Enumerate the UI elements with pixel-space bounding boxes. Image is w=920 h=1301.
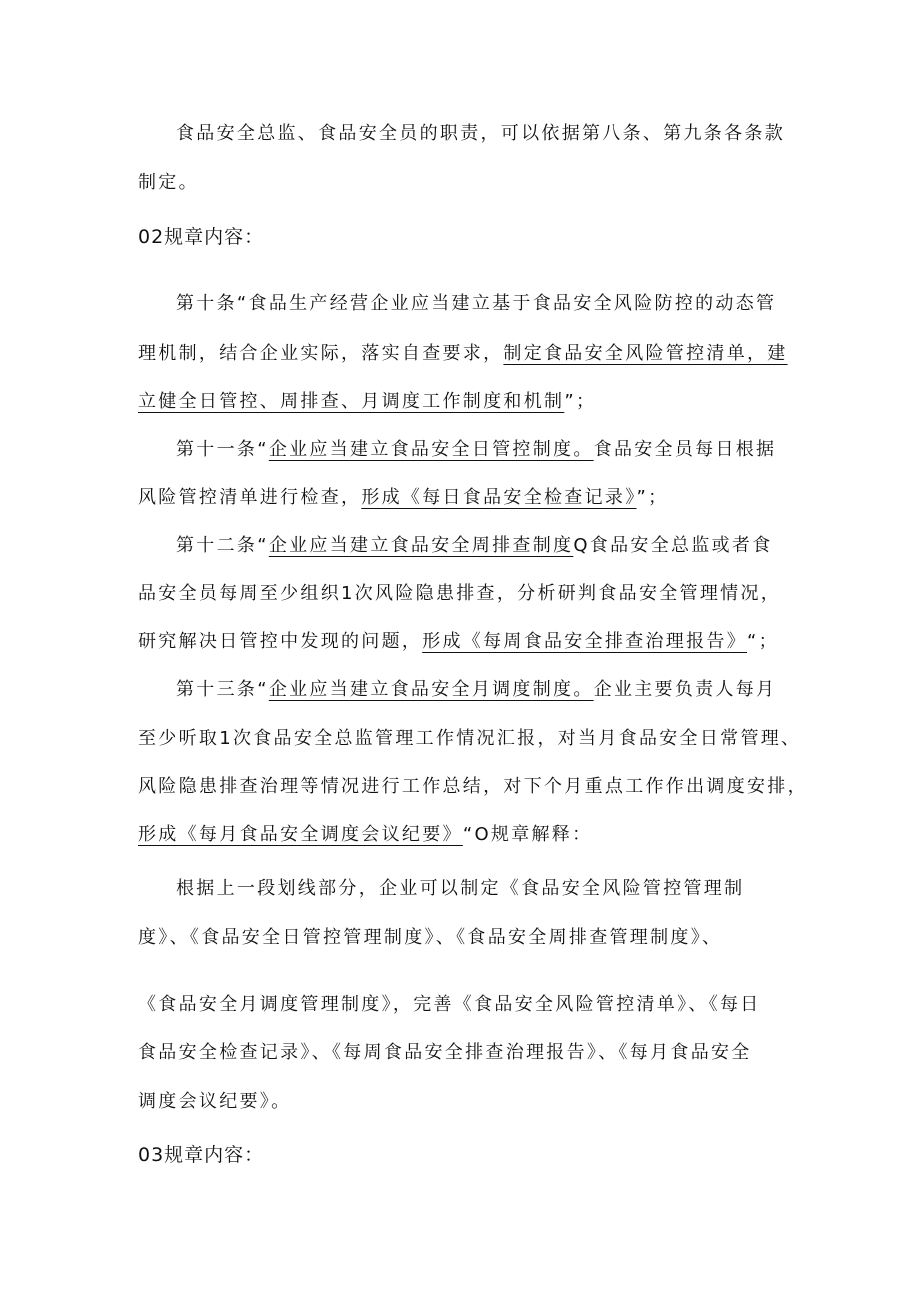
article-10-line-1: 第十条“食品生产经营企业应当建立基于食品安全风险防控的动态管 xyxy=(176,293,777,314)
article-13-text: “O规章解释： xyxy=(462,824,593,845)
article-13-line-1 xyxy=(176,677,776,703)
article-10-line-3 xyxy=(138,389,596,415)
explanation-line-2: 度》、《食品安全日管控管理制度》、《食品安全周排查管理制度》、 xyxy=(138,927,723,948)
article-12-text: “； xyxy=(747,631,779,652)
article-10-line-2 xyxy=(138,341,788,367)
article-11-text: 第十一条“ xyxy=(176,439,269,460)
article-12-line-3 xyxy=(138,629,779,655)
article-11-text: ”； xyxy=(636,487,669,508)
article-12-underlined: 形成《每周食品安全排查治理报告》 xyxy=(422,631,748,652)
article-11-underlined: 形成《每日食品安全检查记录》 xyxy=(361,487,637,508)
explanation-line-5: 调度会议纪要》。 xyxy=(138,1091,292,1112)
article-10-underlined: 立健全日管控、周排查、月调度工作制度和机制 xyxy=(138,391,565,412)
article-10-text: 理机制，结合企业实际，落实自查要求， xyxy=(138,343,504,364)
article-13-line-4 xyxy=(138,822,592,848)
section-heading-02: 02规章内容： xyxy=(138,226,265,248)
explanation-line-3: 《食品安全月调度管理制度》，完善《食品安全风险管控清单》、《每日 xyxy=(138,994,761,1015)
article-13-line-2: 至少听取1次食品安全总监管理工作情况汇报，对当月食品安全日常管理、 xyxy=(138,728,802,749)
article-12-line-1 xyxy=(176,533,773,559)
intro-line-1: 食品安全总监、食品安全员的职责，可以依据第八条、第九条各条款 xyxy=(176,123,785,144)
article-10-text: ”； xyxy=(564,391,597,412)
article-11-text: 食品安全员每日根据 xyxy=(593,439,777,460)
article-11-line-2 xyxy=(138,485,668,511)
explanation-line-4: 食品安全检查记录》、《每周食品安全排查治理报告》、《每月食品安全 xyxy=(138,1042,752,1063)
article-11-line-1 xyxy=(176,437,776,463)
article-12-text: 研究解决日管控中发现的问题， xyxy=(138,631,423,652)
article-13-text: 第十三条“ xyxy=(176,679,269,700)
article-12-text: 第十二条“ xyxy=(176,535,269,556)
article-13-underlined: 企业应当建立食品安全月调度制度。 xyxy=(268,679,594,700)
article-13-text: 企业主要负责人每月 xyxy=(593,679,777,700)
article-10-underlined: 制定食品安全风险管控清单，建 xyxy=(503,343,788,364)
article-11-underlined: 企业应当建立食品安全日管控制度。 xyxy=(268,439,594,460)
intro-line-2: 制定。 xyxy=(138,172,199,193)
article-12-underlined: 企业应当建立食品安全周排查制度 xyxy=(268,535,574,556)
article-12-line-2: 品安全员每周至少组织1次风险隐患排查，分析研判食品安全管理情况， xyxy=(138,583,782,604)
article-13-line-3: 风险隐患排查治理等情况进行工作总结，对下个月重点工作作出调度安排， xyxy=(138,776,808,797)
article-11-text: 风险管控清单进行检查， xyxy=(138,487,362,508)
explanation-line-1: 根据上一段划线部分，企业可以制定《食品安全风险管控管理制 xyxy=(176,878,745,899)
article-13-underlined: 形成《每月食品安全调度会议纪要》 xyxy=(138,824,463,845)
article-12-text: Q食品安全总监或者食 xyxy=(573,535,773,556)
section-heading-03: 03规章内容： xyxy=(138,1144,265,1166)
